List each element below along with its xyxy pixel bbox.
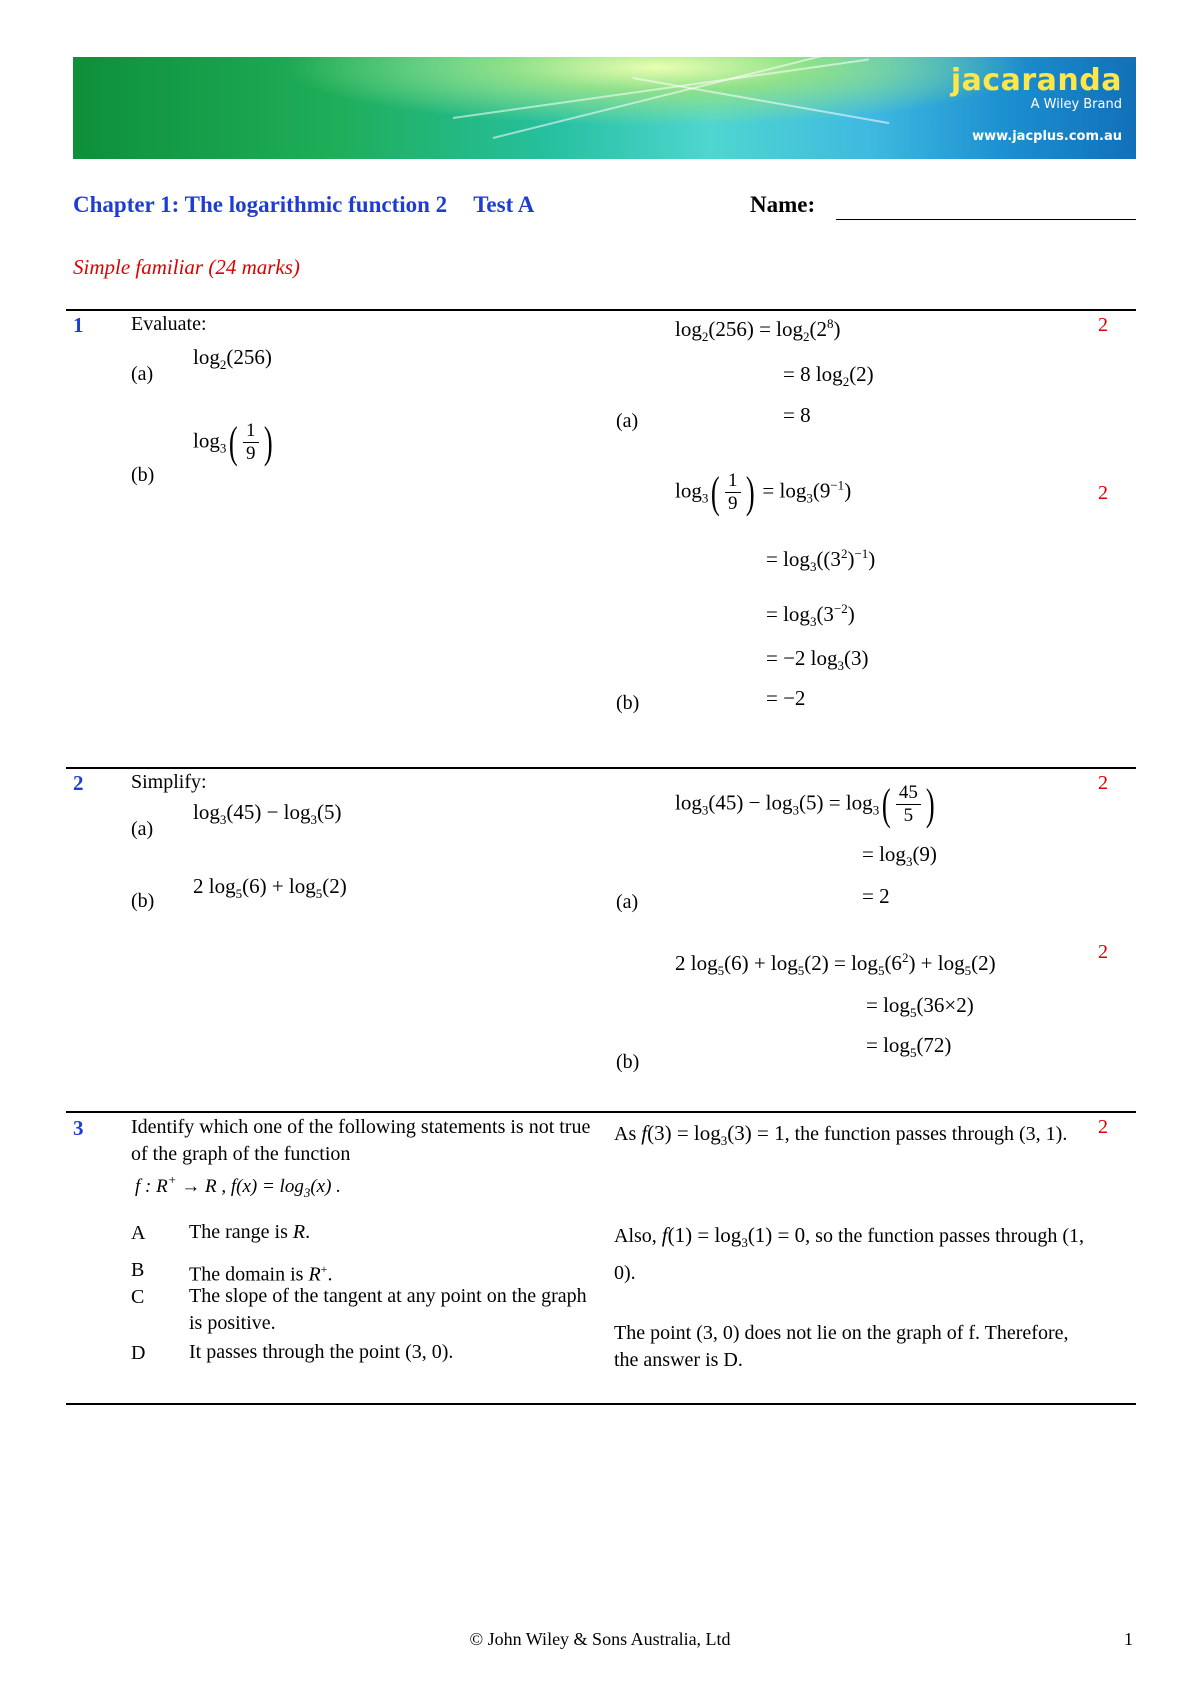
solution-step: = $\log_5(36\times 2)$ (866, 993, 974, 1020)
question-number: 3 (73, 1116, 84, 1140)
option-letter: A (131, 1222, 146, 1244)
question-expression: $\log_3(45) - \log_3(5)$ (193, 800, 342, 827)
copyright: © John Wiley & Sons Australia, Ltd (469, 1629, 731, 1649)
option-text: The range is R. (189, 1221, 311, 1243)
question-prompt: Identify which one of the following statements is not true of the graph of the function (131, 1116, 591, 1165)
solution-step: $\log_3$( $\frac{1}{9}$ ) = $\log_3(9^{-1})$ (675, 467, 852, 517)
divider (66, 767, 1136, 769)
question-expression: $\log_2(256)$ (193, 345, 272, 372)
question-expression: $\log_3$( $\frac{1}{9}$ ) (193, 417, 273, 467)
brand-logo: jacaranda (950, 63, 1122, 98)
page-number: 1 (1124, 1629, 1133, 1649)
part-label: (b) (616, 692, 640, 714)
part-label: (b) (131, 890, 155, 912)
question-prompt: Evaluate: (131, 313, 207, 335)
marks: 2 (1098, 772, 1108, 794)
solution-text: Also, $f(1) = \log_3(1) = 0$, so the function passes through (1, 0). (614, 1223, 1085, 1285)
solution-text: As $f(3) = \log_3(3) = 1$, the function passes through (3, 1). (614, 1121, 1068, 1149)
part-label: (a) (616, 891, 639, 913)
marks: 2 (1098, 941, 1108, 963)
option-text: It passes through the point (3, 0). (189, 1341, 454, 1363)
section-heading: Simple familiar (24 marks) (73, 255, 300, 279)
solution-step: = 8 (783, 403, 811, 427)
divider (66, 1111, 1136, 1113)
brand-tagline: A Wiley Brand (1030, 97, 1122, 112)
solution-step: = $\log_3(9)$ (862, 842, 937, 869)
part-label: (a) (616, 410, 639, 432)
chapter-title: Chapter 1: The logarithmic function 2 (73, 192, 448, 217)
solution-step: $\log_2(256) = \log_2(2^8)$ (675, 316, 841, 344)
solution-step: 2 $\log_5(6) + \log_5(2) = \log_5(6^2) + \log_5(2)$ (675, 950, 996, 978)
marks: 2 (1098, 482, 1108, 504)
solution-step: = $\log_3(3^{-2})$ (766, 601, 855, 629)
header-banner (73, 57, 1136, 159)
part-label: (a) (131, 818, 154, 840)
solution-step: = 8 $\log_2(2)$ (783, 362, 874, 389)
test-label: Test A (473, 192, 535, 217)
function-definition: f : R+ → R , $f(x) = \log_3(x)$ . (135, 1172, 341, 1200)
option-letter: B (131, 1259, 145, 1281)
part-label: (b) (131, 464, 155, 486)
marks: 2 (1098, 314, 1108, 336)
divider (66, 309, 1136, 311)
brand-url[interactable]: www.jacplus.com.au (972, 129, 1122, 144)
option-text: The slope of the tangent at any point on the graph is positive. (189, 1285, 587, 1334)
page-title (73, 192, 534, 218)
solution-step: = $\log_5(72)$ (866, 1033, 952, 1060)
question-number: 2 (73, 771, 84, 795)
solution-step: = $\log_3((3^2)^{-1})$ (766, 546, 876, 574)
divider (66, 1403, 1136, 1405)
solution-step: = −2 $\log_3(3)$ (766, 646, 869, 673)
option-letter: D (131, 1342, 146, 1364)
part-label: (a) (131, 363, 154, 385)
solution-step: $\log_3(45) - \log_3(5) = \log_3$( $\frac{45}{5}$ ) (675, 779, 935, 829)
solution-step: = 2 (862, 884, 890, 908)
solution-step: = −2 (766, 686, 806, 710)
question-number: 1 (73, 313, 84, 337)
name-field[interactable] (836, 219, 1136, 220)
solution-text: The point (3, 0) does not lie on the graph of f. Therefore, the answer is D. (614, 1322, 1069, 1371)
part-label: (b) (616, 1051, 640, 1073)
option-letter: C (131, 1286, 145, 1308)
option-text: The domain is R+. (189, 1262, 333, 1286)
question-prompt: Simplify: (131, 771, 207, 793)
question-expression: 2 $\log_5(6) + \log_5(2)$ (193, 874, 347, 901)
name-label: Name: (750, 192, 816, 217)
marks: 2 (1098, 1116, 1108, 1138)
publisher-logo (951, 65, 1122, 144)
